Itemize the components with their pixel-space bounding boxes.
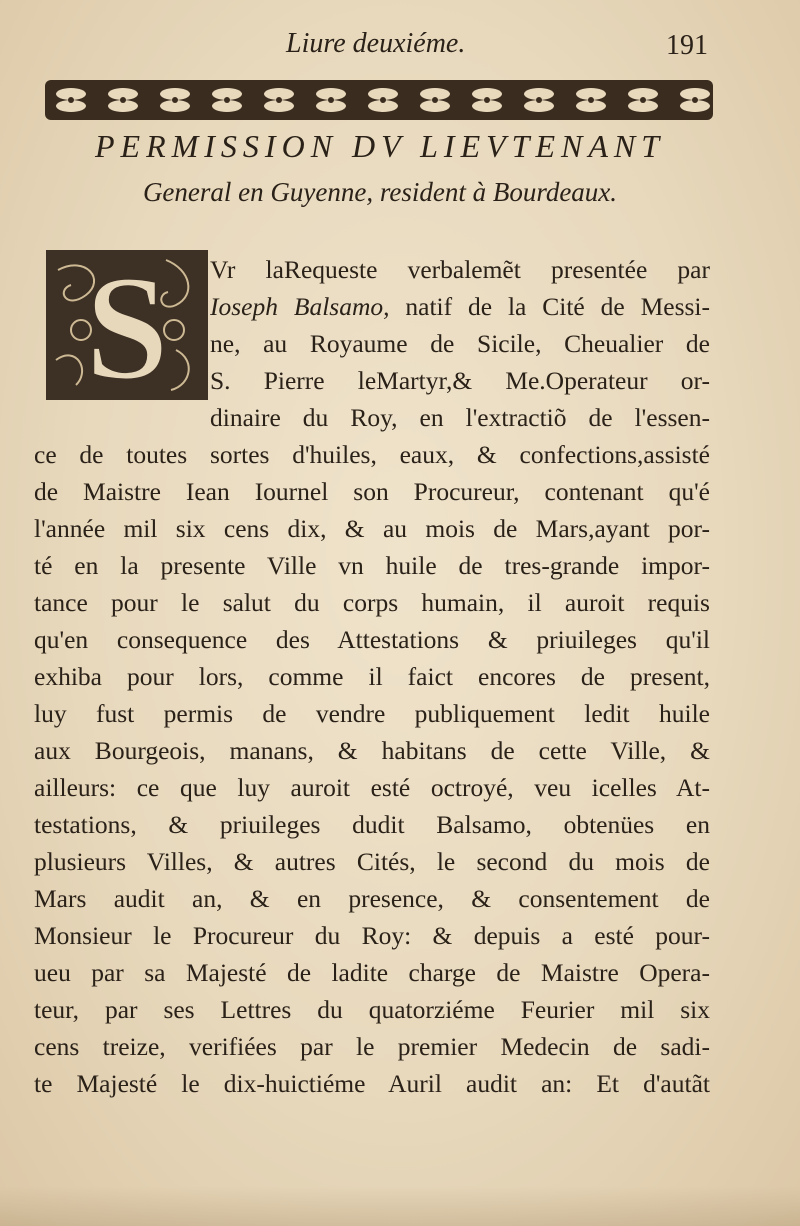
body-line: exhiba pour lors, comme il faict encores de present, <box>34 662 710 691</box>
body-line: dinaire du Roy, en l'extractiõ de l'essen- <box>210 403 710 432</box>
body-line: S. Pierre leMartyr,& Me.Operateur or- <box>210 366 710 395</box>
heading-line-2: General en Guyenne, resident à Bourdeaux. <box>142 177 618 207</box>
body-line: cens treize, verifiées par le premier Medecin de sadi- <box>34 1032 710 1061</box>
body-line: ueu par sa Majesté de ladite charge de Maistre Opera- <box>34 958 710 987</box>
body-line: te Majesté le dix-huictiéme Auril audit an: Et d'autãt <box>34 1069 710 1098</box>
body-line: testations, & priuileges dudit Balsamo, obtenües en <box>34 810 710 839</box>
body-line: ne, au Royaume de Sicile, Cheualier de <box>210 329 710 358</box>
body-line: qu'en consequence des Attestations & priuileges qu'il <box>34 625 710 654</box>
body-line: luy fust permis de vendre publiquement ledit huile <box>34 699 710 728</box>
printers-ornament-band <box>45 78 713 122</box>
heading-line-1: PERMISSION DV LIEVTENANT <box>94 128 666 164</box>
body-line: plusieurs Villes, & autres Cités, le second du mois de <box>34 847 710 876</box>
body-line: té en la presente Ville vn huile de tres-grande impor- <box>34 551 710 580</box>
body-line: ailleurs: ce que luy auroit esté octroyé, veu icelles At- <box>34 773 710 802</box>
body-line: Ioseph Balsamo, natif de la Cité de Messi- <box>210 292 710 321</box>
body-line: Monsieur le Procureur du Roy: & depuis a esté pour- <box>34 921 710 950</box>
body-line: l'année mil six cens dix, & au mois de Mars,ayant por- <box>34 514 710 543</box>
body-line: teur, par ses Lettres du quatorziéme Feurier mil six <box>34 995 710 1024</box>
body-line: de Maistre Iean Iournel son Procureur, contenant qu'é <box>34 477 710 506</box>
body-line: Mars audit an, & en presence, & consentement de <box>34 884 710 913</box>
body-line: ce de toutes sortes d'huiles, eaux, & confections,assisté <box>34 440 710 469</box>
running-title: Liure deuxiéme. <box>286 28 466 59</box>
decorated-initial-s <box>46 250 208 400</box>
body-line: aux Bourgeois, manans, & habitans de cette Ville, & <box>34 736 710 765</box>
body-line: Vr laRequeste verbalemẽt presentée par <box>210 255 710 284</box>
svg-text:S: S <box>85 250 169 400</box>
page-number: 191 <box>666 30 708 61</box>
body-line: tance pour le salut du corps humain, il auroit requis <box>34 588 710 617</box>
person-name: Ioseph Balsamo, <box>210 292 390 321</box>
